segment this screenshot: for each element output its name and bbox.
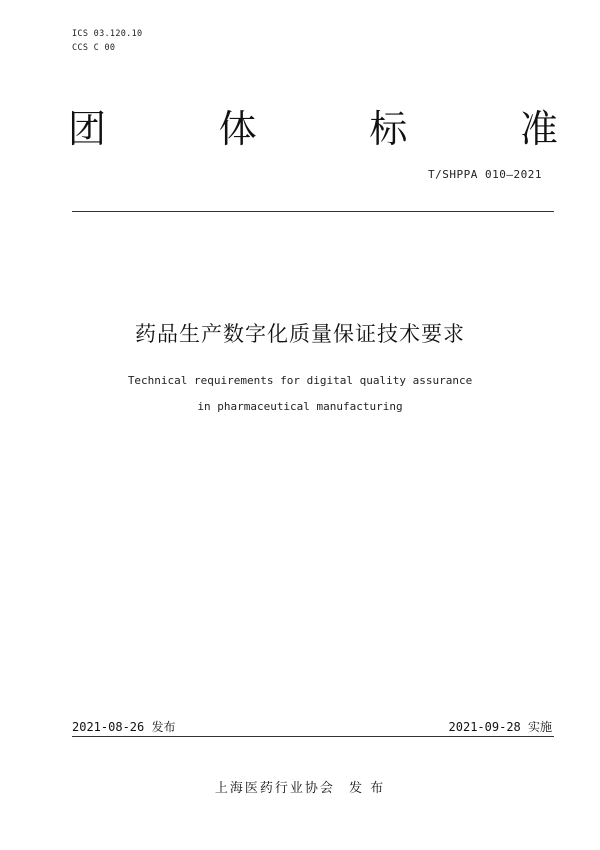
standard-type-char-1: 团 [68, 106, 107, 151]
document-title-chinese: 药品生产数字化质量保证技术要求 [135, 322, 465, 346]
classification-codes [72, 27, 142, 55]
ics-code: ICS 03.120.10 [72, 29, 143, 39]
standard-type-char-3: 标 [369, 106, 408, 151]
publisher-name: 上海医药行业协会 [214, 781, 335, 796]
publisher-line [0, 777, 600, 796]
standard-type-heading [68, 98, 558, 152]
standard-type-char-4: 准 [519, 106, 558, 151]
standard-type-char-2: 体 [218, 106, 257, 151]
document-title-english-line-2: in pharmaceutical manufacturing [197, 400, 403, 413]
top-divider [72, 211, 554, 212]
document-title-english-line-1: Technical requirements for digital quality assurance [127, 374, 473, 387]
standard-code: T/SHPPA 010—2021 [428, 168, 542, 181]
implementation-date: 2021-09-28 实施 [448, 720, 552, 734]
issue-date: 2021-08-26 发布 [72, 720, 176, 734]
bottom-divider [72, 736, 554, 737]
publish-action: 发 布 [348, 781, 386, 796]
ccs-code: CCS C 00 [72, 43, 116, 53]
